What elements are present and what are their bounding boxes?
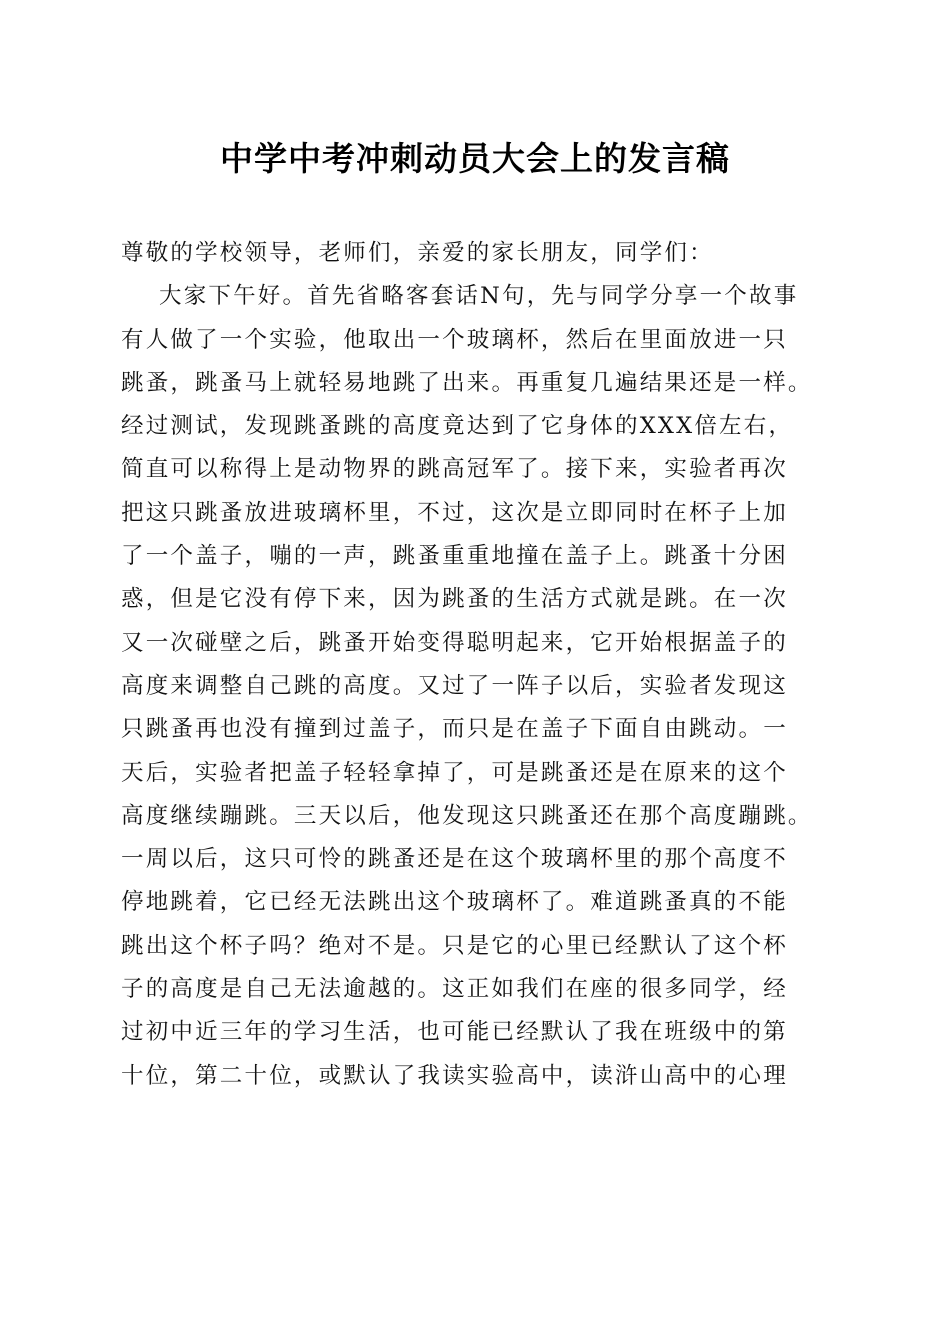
salutation-line: 尊敬的学校领导，老师们，亲爱的家长朋友，同学们： bbox=[121, 240, 714, 266]
paragraph-line: 简直可以称得上是动物界的跳高冠军了。接下来，实验者再次 bbox=[121, 456, 788, 483]
paragraph-line: 经过测试，发现跳蚤跳的高度竟达到了它身体的XXX倍左右， bbox=[121, 413, 794, 440]
document-body bbox=[121, 232, 881, 1098]
paragraph-line: 把这只跳蚤放进玻璃杯里，不过，这次是立即同时在杯子上加 bbox=[121, 499, 788, 526]
paragraph-line: 有人做了一个实验，他取出一个玻璃杯，然后在里面放进一只 bbox=[121, 326, 788, 353]
paragraph-line: 过初中近三年的学习生活，也可能已经默认了我在班级中的第 bbox=[121, 1019, 788, 1046]
paragraph-line: 跳出这个杯子吗？绝对不是。只是它的心里已经默认了这个杯 bbox=[121, 932, 788, 959]
paragraph-line: 了一个盖子，嘣的一声，跳蚤重重地撞在盖子上。跳蚤十分困 bbox=[121, 543, 788, 570]
paragraph-line: 惑，但是它没有停下来，因为跳蚤的生活方式就是跳。在一次 bbox=[121, 586, 788, 613]
paragraph-line: 大家下午好。首先省略客套话N句，先与同学分享一个故事 bbox=[159, 283, 799, 310]
paragraph-line: 高度继续蹦跳。三天以后，他发现这只跳蚤还在那个高度蹦跳。 bbox=[121, 802, 813, 829]
paragraph-line: 又一次碰壁之后，跳蚤开始变得聪明起来，它开始根据盖子的 bbox=[121, 629, 788, 656]
paragraph-line: 子的高度是自己无法逾越的。这正如我们在座的很多同学，经 bbox=[121, 976, 788, 1003]
paragraph-line: 一周以后，这只可怜的跳蚤还是在这个玻璃杯里的那个高度不 bbox=[121, 846, 788, 873]
document-title: 中学中考冲刺动员大会上的发言稿 bbox=[220, 139, 730, 178]
paragraph-line: 跳蚤，跳蚤马上就轻易地跳了出来。再重复几遍结果还是一样。 bbox=[121, 369, 813, 396]
paragraph-line: 天后，实验者把盖子轻轻拿掉了，可是跳蚤还是在原来的这个 bbox=[121, 759, 788, 786]
paragraph-line: 十位，第二十位，或默认了我读实验高中，读浒山高中的心理 bbox=[121, 1062, 788, 1089]
paragraph-line: 只跳蚤再也没有撞到过盖子，而只是在盖子下面自由跳动。一 bbox=[121, 716, 788, 743]
paragraph-line: 高度来调整自己跳的高度。又过了一阵子以后，实验者发现这 bbox=[121, 672, 788, 699]
paragraph-line: 停地跳着，它已经无法跳出这个玻璃杯了。难道跳蚤真的不能 bbox=[121, 889, 788, 916]
